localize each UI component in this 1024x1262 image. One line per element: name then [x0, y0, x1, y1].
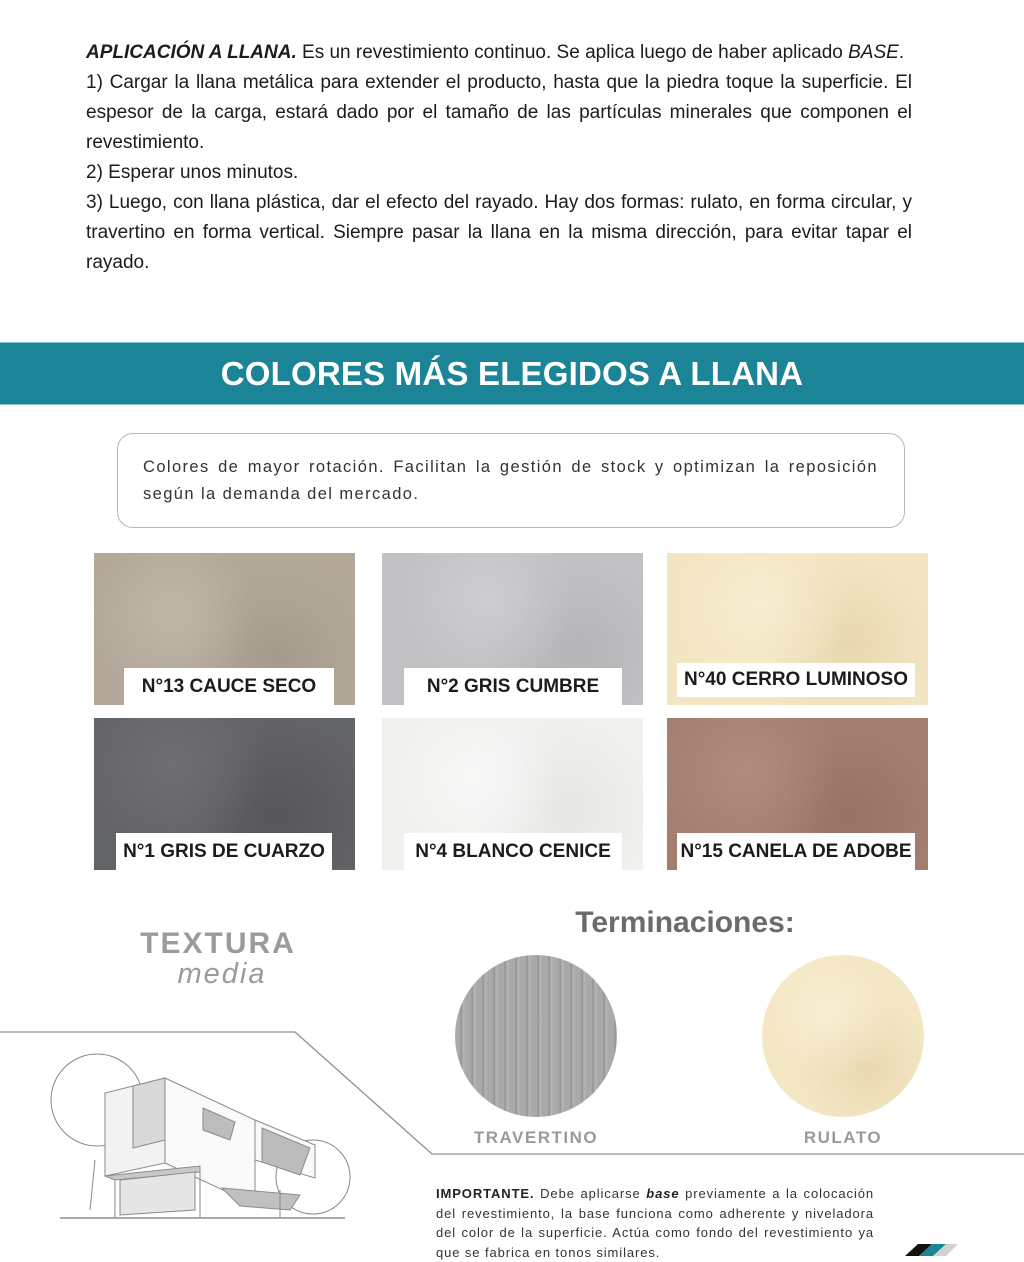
travertino-swatch — [455, 955, 617, 1117]
finish-travertino — [454, 955, 618, 1148]
section-title: COLORES MÁS ELEGIDOS A LLANA — [220, 354, 804, 392]
texture-subtitle: media — [177, 958, 267, 990]
texture-title: TEXTURA — [140, 927, 296, 960]
step-2: 2) Esperar unos minutos. — [86, 162, 299, 183]
finish-label: RULATO — [803, 1128, 883, 1147]
brand-logo-icon — [905, 1244, 958, 1256]
important-base-word: base — [646, 1186, 680, 1201]
rulato-swatch — [762, 955, 924, 1117]
intro-lead: APLICACIÓN A LLANA. — [86, 42, 297, 63]
callout-text: Colores de mayor rotación. Facilitan la gestión de stock y optimizan la reposición según la demanda del mercado. — [143, 458, 878, 503]
intro-base-word: BASE — [848, 42, 899, 63]
finishes-title: Terminaciones: — [575, 906, 795, 939]
swatch-label: N°13 CAUCE SECO — [124, 668, 334, 705]
swatch-label: N°2 GRIS CUMBRE — [404, 668, 622, 705]
swatch-label: N°1 GRIS DE CUARZO — [116, 833, 332, 870]
important-text-1: Debe aplicarse — [534, 1186, 647, 1201]
important-text-2: previamente a la colocación del revestimiento, la base funciona como adherente y niveladora del color de la superficie. Actúa como fondo del revestimiento ya que se fabrica en tonos similares. — [436, 1186, 874, 1260]
texture-label — [138, 928, 298, 988]
swatch-label: N°4 BLANCO CENICE — [404, 833, 622, 870]
building-sketch-icon — [51, 1054, 350, 1218]
important-note — [436, 1184, 874, 1262]
step-3: 3) Luego, con llana plástica, dar el efecto del rayado. Hay dos formas: rulato, en forma circular, y travertino en forma vertical. Siempre pasar la llana en la misma dirección, para evitar tapar el rayado. — [86, 192, 912, 273]
swatch-label: N°15 CANELA DE ADOBE — [677, 833, 915, 870]
swatch-label: N°40 CERRO LUMINOSO — [677, 663, 915, 697]
step-1: 1) Cargar la llana metálica para extender el producto, hasta que la piedra toque la superficie. El espesor de la carga, estará dado por el tamaño de las partículas minerales que componen el revestimiento. — [86, 72, 912, 153]
finish-rulato — [761, 955, 925, 1148]
finish-label: TRAVERTINO — [473, 1128, 599, 1147]
important-label: IMPORTANTE. — [436, 1186, 535, 1201]
intro-lead-end: . — [898, 42, 905, 63]
intro-lead-text: Es un revestimiento continuo. Se aplica luego de haber aplicado — [296, 42, 849, 63]
